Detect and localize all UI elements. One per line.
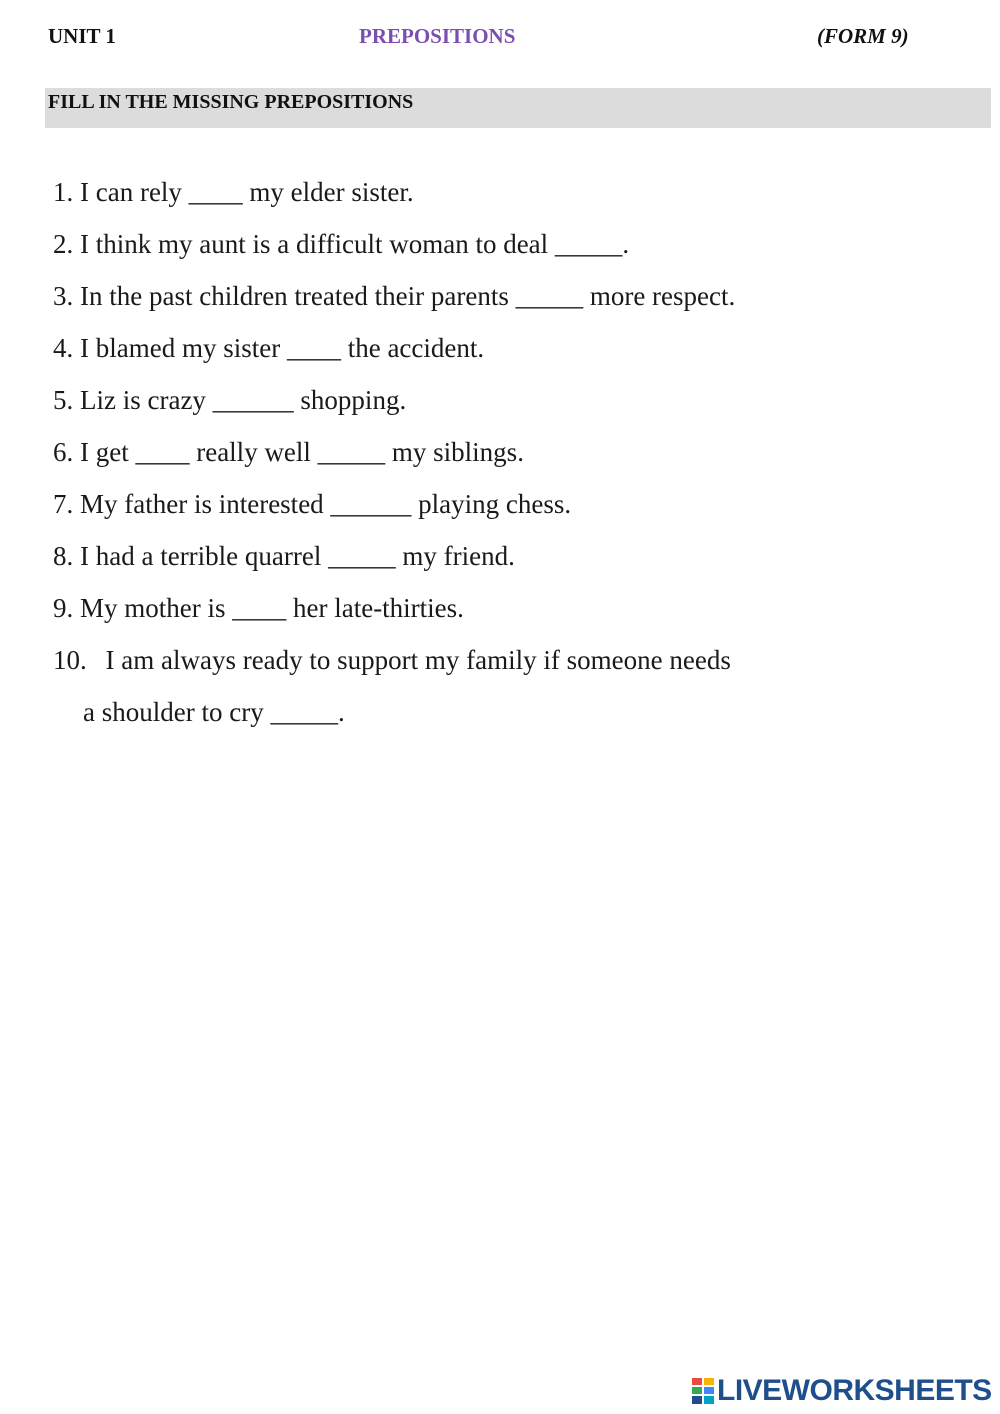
instruction-bar — [45, 88, 991, 128]
question-item — [53, 582, 953, 634]
question-item — [53, 530, 953, 582]
question-text: I get ____ really well _____ my siblings. — [80, 437, 524, 467]
question-number: 2. — [53, 229, 74, 259]
question-number: 5. — [53, 385, 74, 415]
question-number: 3. — [53, 281, 74, 311]
question-text: My mother is ____ her late-thirties. — [80, 593, 464, 623]
question-continuation — [53, 686, 953, 738]
question-item — [53, 478, 953, 530]
question-list — [53, 166, 953, 738]
question-text: I am always ready to support my family if someone needs — [105, 645, 731, 675]
question-text: a shoulder to cry _____. — [83, 697, 345, 727]
question-item — [53, 322, 953, 374]
question-text: I had a terrible quarrel _____ my friend. — [80, 541, 515, 571]
question-text: In the past children treated their parents _____ more respect. — [80, 281, 736, 311]
question-number: 9. — [53, 593, 74, 623]
question-number: 7. — [53, 489, 74, 519]
worksheet-header — [0, 24, 1000, 52]
question-item — [53, 374, 953, 426]
logo-text: LIVEWORKSHEETS — [717, 1374, 992, 1407]
worksheet-title: PREPOSITIONS — [359, 24, 516, 48]
question-item — [53, 166, 953, 218]
question-item — [53, 218, 953, 270]
liveworksheets-logo — [692, 1374, 992, 1408]
question-text: I blamed my sister ____ the accident. — [80, 333, 485, 363]
question-item — [53, 634, 953, 686]
question-number: 6. — [53, 437, 74, 467]
question-text: I think my aunt is a difficult woman to deal _____. — [80, 229, 630, 259]
question-number: 1. — [53, 177, 74, 207]
question-item — [53, 270, 953, 322]
question-item — [53, 426, 953, 478]
question-text: My father is interested ______ playing chess. — [80, 489, 572, 519]
instruction-text: FILL IN THE MISSING PREPOSITIONS — [48, 91, 414, 113]
question-text: I can rely ____ my elder sister. — [80, 177, 414, 207]
form-label: (FORM 9) — [817, 24, 909, 48]
question-number: 4. — [53, 333, 74, 363]
logo-blocks-icon — [692, 1378, 714, 1404]
question-text: Liz is crazy ______ shopping. — [80, 385, 407, 415]
unit-label: UNIT 1 — [48, 24, 116, 48]
question-number: 8. — [53, 541, 74, 571]
question-number: 10. — [53, 645, 87, 675]
